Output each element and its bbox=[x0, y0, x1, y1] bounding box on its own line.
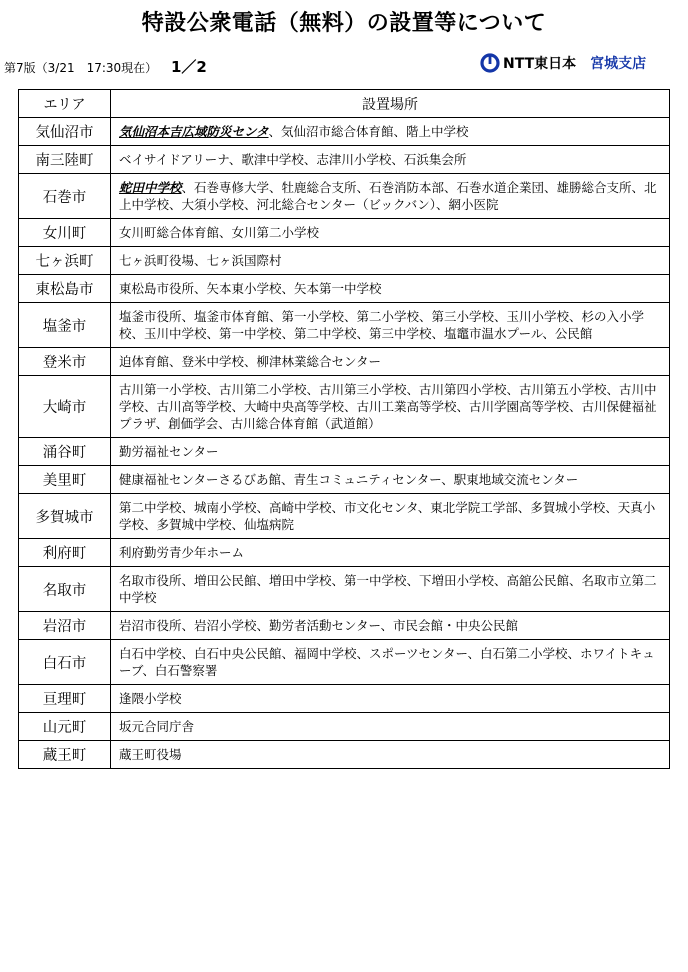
installation-table bbox=[18, 89, 670, 769]
places-text: 白石中学校、白石中央公民館、福岡中学校、スポーツセンター、白石第二小学校、ホワイトキューブ、白石警察署 bbox=[119, 646, 655, 678]
places-cell bbox=[111, 376, 670, 438]
places-cell bbox=[111, 219, 670, 247]
places-cell bbox=[111, 348, 670, 376]
table-row bbox=[19, 466, 670, 494]
column-header-places: 設置場所 bbox=[111, 90, 670, 118]
area-cell: 東松島市 bbox=[19, 275, 111, 303]
highlighted-place: 蛇田中学校 bbox=[119, 180, 182, 195]
table-row bbox=[19, 348, 670, 376]
places-text: 塩釜市役所、塩釜市体育館、第一小学校、第二小学校、第三小学校、玉川小学校、杉の入小学校、玉川中学校、第一中学校、第二中学校、第三中学校、塩竈市温水プール、公民館 bbox=[119, 309, 645, 341]
places-text: 坂元合同庁舎 bbox=[119, 719, 195, 734]
table-row bbox=[19, 146, 670, 174]
area-cell: 利府町 bbox=[19, 539, 111, 567]
places-cell bbox=[111, 494, 670, 539]
table-row bbox=[19, 494, 670, 539]
area-cell: 白石市 bbox=[19, 640, 111, 685]
places-cell bbox=[111, 713, 670, 741]
places-text: 迫体育館、登米中学校、柳津林業総合センター bbox=[119, 354, 382, 369]
area-cell: 岩沼市 bbox=[19, 612, 111, 640]
places-text: 逢隈小学校 bbox=[119, 691, 182, 706]
area-cell: 南三陸町 bbox=[19, 146, 111, 174]
table-row bbox=[19, 741, 670, 769]
table-row bbox=[19, 685, 670, 713]
area-cell: 女川町 bbox=[19, 219, 111, 247]
area-cell: 塩釜市 bbox=[19, 303, 111, 348]
places-cell bbox=[111, 118, 670, 146]
places-cell bbox=[111, 146, 670, 174]
edition-info: 第7版（3/21 17:30現在） bbox=[4, 61, 158, 75]
column-header-area: エリア bbox=[19, 90, 111, 118]
area-cell: 大崎市 bbox=[19, 376, 111, 438]
places-cell bbox=[111, 685, 670, 713]
places-text: 岩沼市役所、岩沼小学校、勤労者活動センター、市民会館・中央公民館 bbox=[119, 618, 519, 633]
table-row bbox=[19, 376, 670, 438]
places-cell bbox=[111, 741, 670, 769]
table-row bbox=[19, 612, 670, 640]
area-cell: 登米市 bbox=[19, 348, 111, 376]
table-row bbox=[19, 438, 670, 466]
area-cell: 名取市 bbox=[19, 567, 111, 612]
page-indicator: 1／2 bbox=[171, 58, 207, 76]
table-header-row bbox=[19, 90, 670, 118]
places-cell bbox=[111, 567, 670, 612]
places-cell bbox=[111, 539, 670, 567]
ntt-east-logo-icon bbox=[480, 53, 500, 73]
places-text: 健康福祉センターさるびあ館、青生コミュニティセンター、駅東地域交流センター bbox=[119, 472, 579, 487]
table-row bbox=[19, 713, 670, 741]
places-cell bbox=[111, 438, 670, 466]
places-cell bbox=[111, 174, 670, 219]
area-cell: 亘理町 bbox=[19, 685, 111, 713]
places-text: 第二中学校、城南小学校、高崎中学校、市文化センタ、東北学院工学部、多賀城小学校、天真小学校、多賀城中学校、仙塩病院 bbox=[119, 500, 656, 532]
places-cell bbox=[111, 303, 670, 348]
table-row bbox=[19, 118, 670, 146]
places-cell bbox=[111, 612, 670, 640]
places-text: 女川町総合体育館、女川第二小学校 bbox=[119, 225, 320, 240]
places-cell bbox=[111, 640, 670, 685]
table-row bbox=[19, 539, 670, 567]
table-row bbox=[19, 567, 670, 612]
area-cell: 石巻市 bbox=[19, 174, 111, 219]
places-text: 名取市役所、増田公民館、増田中学校、第一中学校、下増田小学校、高舘公民館、名取市立第二中学校 bbox=[119, 573, 657, 605]
company-name: NTT東日本 bbox=[503, 56, 577, 72]
table-row bbox=[19, 303, 670, 348]
places-text: 勤労福祉センター bbox=[119, 444, 219, 459]
edition-line bbox=[4, 56, 207, 77]
area-cell: 多賀城市 bbox=[19, 494, 111, 539]
branch-name: 宮城支店 bbox=[590, 56, 647, 72]
places-text: ベイサイドアリーナ、歌津中学校、志津川小学校、石浜集会所 bbox=[119, 152, 467, 167]
area-cell: 蔵王町 bbox=[19, 741, 111, 769]
places-text: 古川第一小学校、古川第二小学校、古川第三小学校、古川第四小学校、古川第五小学校、古川中学校、古川高等学校、大崎中央高等学校、古川工業高等学校、古川学園高等学校、古川保健福祉プラザ、創価学会、古川総合体育館（武道館） bbox=[119, 382, 657, 431]
highlighted-place: 気仙沼本吉広域防災センタ bbox=[119, 124, 269, 139]
table-row bbox=[19, 174, 670, 219]
table-row bbox=[19, 219, 670, 247]
places-text: 東松島市役所、矢本東小学校、矢本第一中学校 bbox=[119, 281, 382, 296]
area-cell: 涌谷町 bbox=[19, 438, 111, 466]
area-cell: 山元町 bbox=[19, 713, 111, 741]
places-cell bbox=[111, 247, 670, 275]
places-text: 蔵王町役場 bbox=[119, 747, 182, 762]
page-title: 特設公衆電話（無料）の設置等について bbox=[141, 11, 547, 36]
places-text: 、石巻専修大学、牡鹿総合支所、石巻消防本部、石巻水道企業団、雄勝総合支所、北上中学校、大須小学校、河北総合センター（ビックバン）、網小医院 bbox=[119, 180, 657, 212]
area-cell: 七ヶ浜町 bbox=[19, 247, 111, 275]
places-text: 七ヶ浜町役場、七ヶ浜国際村 bbox=[119, 253, 282, 268]
places-cell bbox=[111, 275, 670, 303]
places-text: 、気仙沼市総合体育館、階上中学校 bbox=[268, 124, 469, 139]
brand-block bbox=[480, 50, 646, 76]
table-row bbox=[19, 640, 670, 685]
places-text: 利府勤労青少年ホーム bbox=[119, 545, 245, 560]
table-row bbox=[19, 275, 670, 303]
table-body bbox=[19, 118, 670, 769]
table-row bbox=[19, 247, 670, 275]
places-cell bbox=[111, 466, 670, 494]
area-cell: 気仙沼市 bbox=[19, 118, 111, 146]
area-cell: 美里町 bbox=[19, 466, 111, 494]
